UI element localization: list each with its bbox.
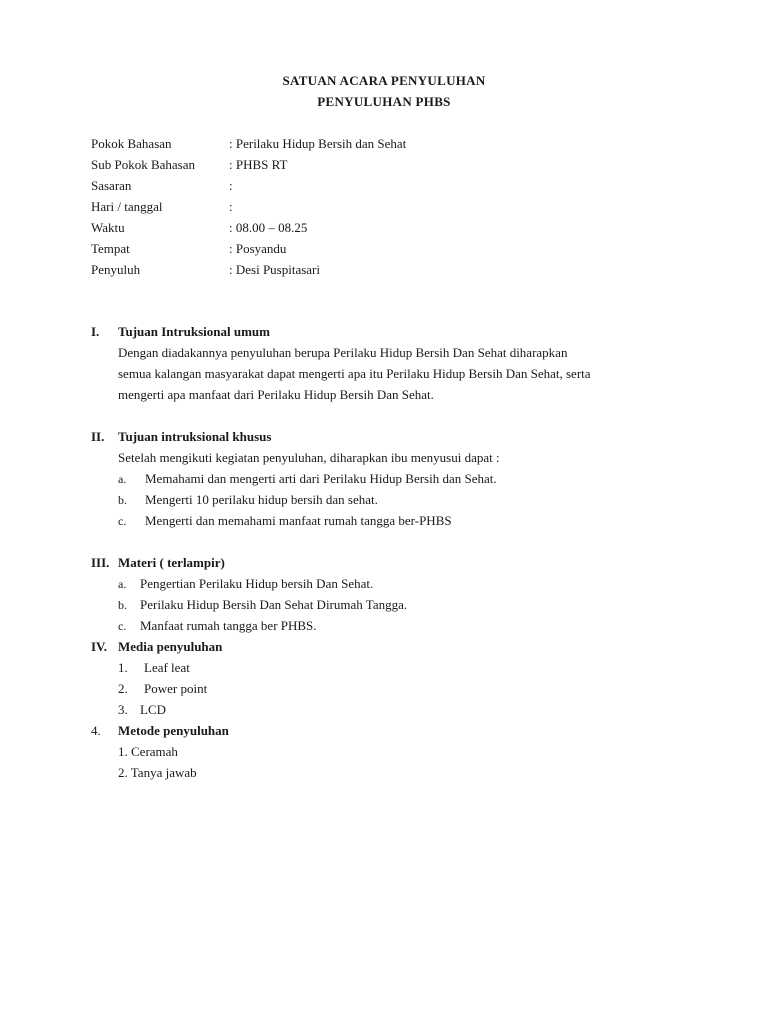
info-label-sasaran: Sasaran [91,178,132,193]
list-item: 1. Ceramah [118,744,178,759]
section-heading: Metode penyuluhan [118,723,229,738]
list-marker: a. [118,577,127,591]
info-value-hari-tanggal: : [229,199,233,214]
section-heading: Materi ( terlampir) [118,555,225,570]
list-marker: 1. [118,660,128,675]
list-item: Mengerti dan memahami manfaat rumah tangga ber-PHBS [145,513,452,528]
list-marker: 3. [118,702,128,717]
section-number: IV. [91,639,108,654]
list-item: Power point [144,681,208,696]
paragraph-line: mengerti apa manfaat dari Perilaku Hidup Bersih Dan Sehat. [118,387,434,402]
info-label-waktu: Waktu [91,220,125,235]
list-item: Mengerti 10 perilaku hidup bersih dan sehat. [145,492,378,507]
list-item: LCD [140,702,166,717]
info-value-sub-pokok-bahasan: : PHBS RT [229,157,288,172]
info-value-pokok-bahasan: : Perilaku Hidup Bersih dan Sehat [229,136,407,151]
section-heading: Tujuan Intruksional umum [118,324,270,339]
paragraph-line: semua kalangan masyarakat dapat mengerti apa itu Perilaku Hidup Bersih Dan Sehat, serta [118,366,591,381]
section-heading: Tujuan intruksional khusus [118,429,272,444]
list-item: Perilaku Hidup Bersih Dan Sehat Dirumah Tangga. [140,597,408,612]
list-marker: b. [118,598,127,612]
info-label-sub-pokok-bahasan: Sub Pokok Bahasan [91,157,195,172]
info-value-sasaran: : [229,178,233,193]
info-label-hari-tanggal: Hari / tanggal [91,199,163,214]
info-label-pokok-bahasan: Pokok Bahasan [91,136,172,151]
list-item: 2. Tanya jawab [118,765,197,780]
list-marker: c. [118,619,127,633]
section-intro: Setelah mengikuti kegiatan penyuluhan, diharapkan ibu menyusui dapat : [118,450,500,465]
list-marker: 2. [118,681,128,696]
info-label-tempat: Tempat [91,241,130,256]
document-subtitle: PENYULUHAN PHBS [317,94,451,109]
list-marker: b. [118,493,127,507]
section-number: II. [91,429,105,444]
section-number: III. [91,555,110,570]
section-number: 4. [91,723,101,738]
info-value-tempat: : Posyandu [229,241,287,256]
paragraph-line: Dengan diadakannya penyuluhan berupa Perilaku Hidup Bersih Dan Sehat diharapkan [118,345,568,360]
list-item: Manfaat rumah tangga ber PHBS. [140,618,317,633]
info-value-waktu: : 08.00 – 08.25 [229,220,308,235]
list-item: Leaf leat [144,660,190,675]
list-item: Pengertian Perilaku Hidup bersih Dan Sehat. [140,576,374,591]
list-item: Memahami dan mengerti arti dari Perilaku Hidup Bersih dan Sehat. [145,471,497,486]
list-marker: c. [118,514,127,528]
section-heading: Media penyuluhan [118,639,223,654]
section-number: I. [91,324,100,339]
list-marker: a. [118,472,127,486]
info-label-penyuluh: Penyuluh [91,262,141,277]
document-title: SATUAN ACARA PENYULUHAN [282,73,486,88]
info-value-penyuluh: : Desi Puspitasari [229,262,320,277]
